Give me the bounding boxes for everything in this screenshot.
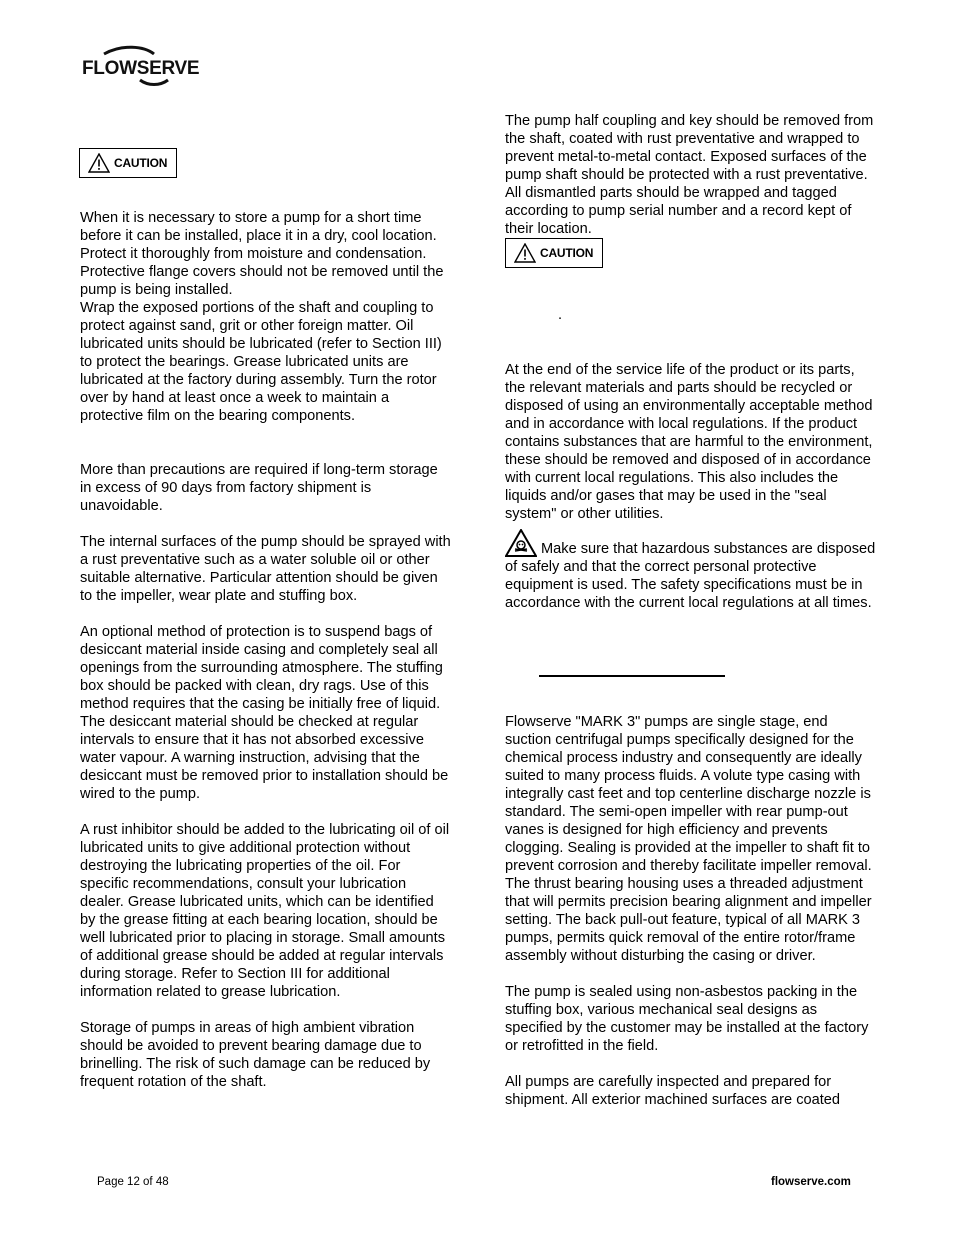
paragraph: When it is necessary to store a pump for a short time before it can be installed, place it in a dry, cool location. Protect it thoroughly from moisture and condensation. Protective flange covers should not be removed until the pump is being installed. (80, 210, 444, 298)
logo-text: FLOWSERVE (82, 58, 200, 79)
warning-triangle-icon (88, 153, 110, 173)
warning-triangle-icon (514, 243, 536, 263)
caution-box (505, 238, 603, 268)
paragraph: At the end of the service life of the product or its parts, the relevant materials and parts should be recycled or disposed of using an environmentally acceptable method and in accordance with local regulations. If the product contains substances that are harmful to the environment, these should be removed and disposed of in accordance with current local regulations. This also includes the liquids and/or gases that may be used in the "seal system" or other utilities. (505, 362, 873, 522)
hazard-paragraph (505, 529, 877, 612)
flowserve-logo (82, 44, 202, 88)
paragraph: The internal surfaces of the pump should be sprayed with a rust preventative such as a water soluble oil or other suitable alternative. Particular attention should be given to the impeller, wear plate and stuffing box. (80, 534, 451, 604)
paragraph: Flowserve "MARK 3" pumps are single stage, end suction centrifugal pumps specifically designed for the chemical process industry and consequently are ideally suited to many process fluids. A volute type casing with integrally cast feet and top centerline discharge nozzle is standard. The semi-open impeller with rear pump-out vanes is designed for high efficiency and prevents clogging. Sealing is provided at the impeller to shaft fit to prevent corrosion and thereby facilitate impeller removal. The thrust bearing housing uses a threaded adjustment that will permits precision bearing alignment and impeller setting. The back pull-out feature, typical of all MARK 3 pumps, permits quick removal of the entire rotor/frame assembly without disturbing the casing or driver. (505, 714, 872, 964)
caution-label: CAUTION (540, 246, 594, 260)
right-column-top (505, 112, 877, 238)
right-column-middle (505, 361, 877, 612)
stray-dot: . (558, 307, 563, 323)
right-column-bottom (505, 713, 877, 1109)
page-number: Page 12 of 48 (97, 1176, 169, 1188)
footer-site-link[interactable]: flowserve.com (771, 1176, 851, 1188)
hazard-skull-icon (505, 529, 537, 557)
left-column (80, 209, 452, 1091)
paragraph: More than precautions are required if long-term storage in excess of 90 days from factory shipment is unavoidable. (80, 462, 438, 514)
paragraph: Wrap the exposed portions of the shaft and coupling to protect against sand, grit or other foreign matter. Oil lubricated units should be lubricated (refer to Section III) to protect the bearings. Grease lubricated units are lubricated at the factory during assembly. Turn the rotor over by hand at least once a week to maintain a protective film on the bearing components. (80, 300, 442, 424)
paragraph: A rust inhibitor should be added to the lubricating oil of oil lubricated units to give additional protection without destroying the lubricating properties of the oil. For specific recommendations, consult your lubrication dealer. Grease lubricated units, which can be identified by the grease fitting at each bearing location, should be well lubricated prior to placing in storage. Small amounts of additional grease should be added at regular intervals during storage. Refer to Section III for additional information related to grease lubrication. (80, 822, 450, 1000)
paragraph: The pump is sealed using non-asbestos packing in the stuffing box, various mechanical seal designs as specified by the customer may be installed at the factory or retrofitted in the field. (505, 984, 869, 1054)
caution-box (79, 148, 177, 178)
hazard-text: Make sure that hazardous substances are disposed of safely and that the correct personal protective equipment is used. The safety specifications must be in accordance with the current local regulations at all times. (505, 541, 876, 611)
paragraph: All pumps are carefully inspected and prepared for shipment. All exterior machined surfaces are coated (505, 1074, 841, 1108)
paragraph: The pump half coupling and key should be removed from the shaft, coated with rust preventative and wrapped to prevent metal-to-metal contact. Exposed surfaces of the pump shaft should be protected with a rust preventative. All dismantled parts should be wrapped and tagged according to pump serial number and a record kept of their location. (505, 113, 874, 237)
paragraph: Storage of pumps in areas of high ambient vibration should be avoided to prevent bearing damage due to brinelling. The risk of such damage can be reduced by frequent rotation of the shaft. (80, 1020, 431, 1090)
section-rule (539, 675, 725, 677)
paragraph: An optional method of protection is to suspend bags of desiccant material inside casing and completely seal all openings from the surrounding atmosphere. The stuffing box should be packed with clean, dry rags. Use of this method requires that the casing be initially free of liquid. The desiccant material should be checked at regular intervals to ensure that it has not absorbed excessive water vapour. A warning instruction, advising that the desiccant must be removed prior to installation should be wired to the pump. (80, 624, 449, 802)
caution-label: CAUTION (114, 156, 168, 170)
